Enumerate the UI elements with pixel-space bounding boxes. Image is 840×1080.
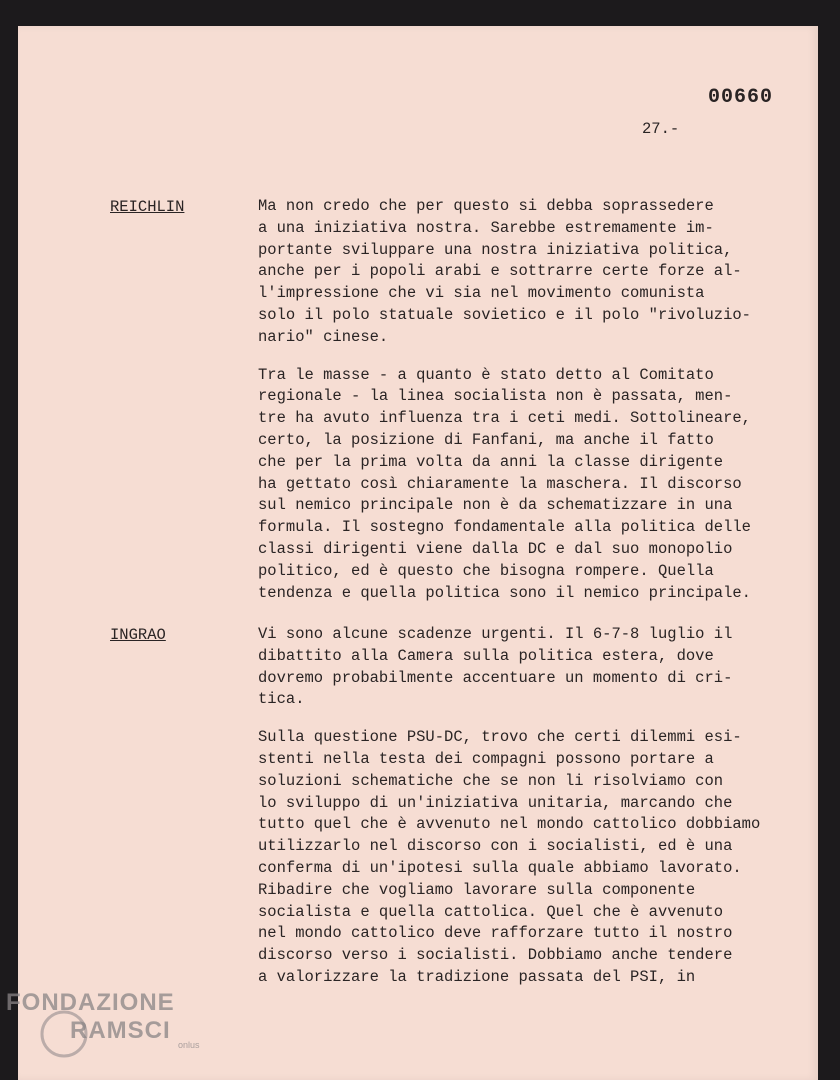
text-line: a una iniziativa nostra. Sarebbe estremamente im- (258, 218, 714, 237)
text-line: tre ha avuto influenza tra i ceti medi. Sottolineare, (258, 409, 751, 428)
speaker-name-ingrao: INGRAO (110, 626, 166, 644)
fondazione-gramsci-watermark-logo (4, 986, 224, 1066)
paragraph (258, 365, 778, 605)
bleed-through-text (110, 254, 266, 269)
speaker-name-reichlin: REICHLIN (110, 198, 185, 216)
paragraph (258, 196, 778, 349)
text-line: Tra le masse - a quanto è stato detto al Comitato (258, 365, 714, 384)
text-line: nario" cinese. (258, 327, 389, 346)
text-line: discorso verso i socialisti. Dobbiamo anche tendere (258, 946, 733, 965)
document-number: 00660 (708, 86, 774, 109)
text-line: solo il polo statuale sovietico e il polo "rivoluzio- (258, 305, 751, 324)
text-line: tendenza e quella politica sono il nemico principale. (258, 583, 751, 602)
text-line: formula. Il sostegno fondamentale alla politica delle (258, 518, 751, 537)
page-number: 27.- (642, 120, 680, 138)
text-line: portante sviluppare una nostra iniziativa politica, (258, 240, 733, 259)
text-line: regionale - la linea socialista non è passata, men- (258, 387, 733, 406)
svg-text:RAMSCI: RAMSCI (70, 1017, 171, 1044)
text-line: Sulla questione PSU-DC, trovo che certi dilemmi esi- (258, 728, 742, 747)
speech-block-reichlin (258, 196, 778, 620)
text-line: Vi sono alcune scadenze urgenti. Il 6-7-8 luglio il (258, 625, 733, 643)
text-line: conferma di un'ipotesi sulla quale abbiamo lavorato. (258, 858, 742, 877)
text-line: che per la prima volta da anni la classe dirigente (258, 452, 724, 471)
document-page (18, 26, 818, 1080)
text-line: stenti nella testa dei compagni possono portare a (258, 749, 714, 768)
text-line: tutto quel che è avvenuto nel mondo cattolico dobbiamo (258, 815, 761, 834)
svg-text:onlus: onlus (178, 1040, 200, 1050)
text-line: politico, ed è questo che bisogna rompere. Quella (258, 561, 714, 580)
text-line: utilizzarlo nel discorso con i socialisti, ed è una (258, 837, 733, 856)
text-line: anche per i popoli arabi e sottrarre certe forze al- (258, 262, 742, 281)
text-line: Ma non credo che per questo si debba soprassedere (258, 197, 714, 215)
text-line: ha gettato così chiaramente la maschera. Il discorso (258, 474, 742, 493)
text-line: dibattito alla Camera sulla politica estera, dove (258, 646, 714, 665)
text-line: nel mondo cattolico deve rafforzare tutto il nostro (258, 924, 733, 943)
text-line: Ribadire che vogliamo lavorare sulla componente (258, 880, 696, 899)
text-line: l'impressione che vi sia nel movimento comunista (258, 284, 705, 303)
text-line: tica. (258, 690, 305, 709)
paragraph (258, 727, 778, 989)
text-line: socialista e quella cattolica. Quel che è avvenuto (258, 902, 724, 921)
svg-text:FONDAZIONE: FONDAZIONE (6, 989, 175, 1016)
text-line: certo, la posizione di Fanfani, ma anche il fatto (258, 430, 714, 449)
paragraph (258, 624, 778, 711)
text-line: soluzioni schematiche che se non li risolviamo con (258, 771, 724, 790)
text-line: a valorizzare la tradizione passata del PSI, in (258, 967, 696, 986)
text-line: lo sviluppo di un'iniziativa unitaria, marcando che (258, 793, 733, 812)
text-line: dovremo probabilmente accentuare un momento di cri- (258, 668, 733, 687)
text-line: sul nemico principale non è da schematizzare in una (258, 496, 733, 515)
speech-block-ingrao (258, 624, 778, 1005)
text-line: classi dirigenti viene dalla DC e dal suo monopolio (258, 539, 733, 558)
